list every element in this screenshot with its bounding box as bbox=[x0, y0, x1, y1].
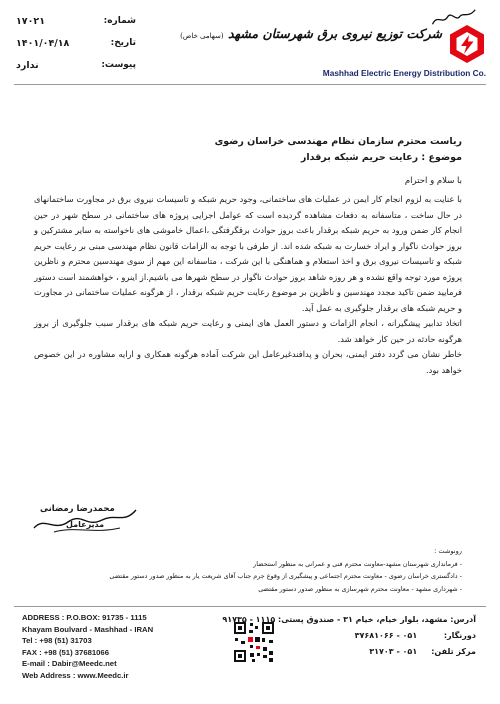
company-logo bbox=[180, 22, 486, 82]
letter-date-label: تاریخ: bbox=[110, 38, 136, 48]
letter-addressee: ریاست محترم سازمان نظام مهندسی خراسان رضوی bbox=[214, 136, 462, 147]
copies-list bbox=[34, 546, 462, 596]
letter-date: ۱۴۰۱/۰۴/۱۸ bbox=[16, 37, 70, 49]
footer-address-line1: ADDRESS : P.O.BOX: 91735 - 1115 bbox=[22, 613, 147, 622]
copy-item: - شهرداری مشهد - معاونت محترم شهرسازی به منظور صدور دستور مقتضی bbox=[258, 584, 462, 593]
signatory-name: محمدرضا رمضانی bbox=[40, 504, 115, 514]
body-paragraph-2: اتخاذ تدابیر پیشگیرانه ، انجام الزامات و دستور العمل های ایمنی و رعایت حریم شبکه های برقدار سبب جلوگیری از بروز هرگونه حادثه در حین کار خواهد شد. bbox=[34, 318, 462, 344]
copy-item: - دادگستری خراسان رضوی - معاونت محترم اجتماعی و پیشگیری از وقوع جرم جناب آقای شریعت یار به منظور صدور دستور مقتضی bbox=[109, 572, 462, 580]
signature-block bbox=[24, 498, 144, 538]
meta-date-row bbox=[16, 32, 136, 54]
meta-number-row bbox=[16, 10, 136, 32]
footer-fa-address: آدرس: مشهد، بلوار خیام، خیام ۳۱ - صندوق پستی: ۱۱۱۵ - ۹۱۷۳۵ bbox=[222, 615, 476, 624]
copies-heading: رونوشت : bbox=[434, 547, 462, 555]
footer-fax: FAX : +98 (51) 37681066 bbox=[22, 647, 109, 657]
company-type-note: (سهامی خاص) bbox=[180, 32, 224, 40]
company-name-en: Mashhad Electric Energy Distribution Co. bbox=[322, 68, 486, 78]
footer-web[interactable]: Web Address : www.Meedc.ir bbox=[22, 670, 129, 680]
footer-divider bbox=[14, 606, 486, 607]
header-divider bbox=[14, 84, 486, 85]
letter-subject: موضوع : رعایت حریم شبکه برقدار bbox=[300, 152, 462, 163]
footer-fa-fax-value: ۰۵۱ - ۳۷۶۸۱۰۶۶ bbox=[354, 631, 418, 640]
letter-number-label: شماره: bbox=[103, 16, 136, 26]
letter-attachment-label: پیوست: bbox=[101, 60, 136, 70]
letter-body bbox=[34, 192, 462, 378]
meta-attachment-row bbox=[16, 54, 136, 76]
company-name-fa-text: شرکت توزیع نیروی برق شهرستان مشهد bbox=[227, 26, 442, 41]
signatory-title: مدیرعامل bbox=[66, 520, 105, 529]
meedc-logo-icon bbox=[448, 24, 486, 64]
body-paragraph-1: با عنایت به لزوم انجام کار ایمن در عملیات های ساختمانی، وجود حریم شبکه و تاسیسات نیروی برق در مجاورت ساختمانهای در حال ساخت ، متاسفانه به دفعات مشاهده گردیده است که عوامل اجرایی پروژه های ساختمانی در سطح شهر در حین انجام کار ضمن ورود به حریم شبکه برقدار باعث بروز حوادث برقگرفتگی ،اعمال خاموشی های ناخواسته به سایر مشترکین و بروز حوادث ناگوار و ایراد خسارت به شبکه شده اند. از طرفی با توجه به الزامات قانون نظام مهندسی مبنی بر رعایت حریم شبکه و تاسیسات نیروی برق و اخذ استعلام و هماهنگی با این شرکت ، متاسفانه این مهم از سوی مهندسین محترم و ناظرین پروژه مورد توجه واقع نشده و هر روزه شاهد بروز حوادث ناگوار در سطح شهرها می باشیم.از اینرو ، خواهشمند است دستور فرمایید ضمن تاکید مجدد مهندسین و ناظرین بر موضوع رعایت حریم شبکه برقدار ، از هرگونه عملیات ساختمانی در مجاورت و حریم شبکه های برقدار جلوگیری به عمل آید. bbox=[34, 194, 462, 313]
footer-fa-tel-row bbox=[222, 644, 476, 660]
company-name-fa bbox=[180, 26, 442, 41]
footer-fa-tel-label: مرکز تلفن: bbox=[431, 647, 476, 656]
footer-address-line2: Khayam Boulvard - Mashhad - IRAN bbox=[22, 624, 154, 634]
body-paragraph-3: خاطر نشان می گردد دفتر ایمنی، بحران و پدافندغیرعامل این شرکت آماده هرگونه همکاری و ارایه مشاوره در این خصوص خواهد بود. bbox=[34, 349, 462, 375]
footer-tel: Tel : +98 (51) 31703 bbox=[22, 636, 92, 645]
letter-number: ۱۷۰۲۱ bbox=[16, 15, 45, 27]
footer-fa-fax-row bbox=[222, 628, 476, 644]
footer-fa-fax-label: دورنگار: bbox=[443, 631, 476, 640]
footer-email[interactable]: E-mail : Dabir@Meedc.net bbox=[22, 659, 117, 668]
footer-contact-fa bbox=[222, 612, 476, 660]
letter-attachment: ندارد bbox=[16, 59, 39, 71]
footer-contact-en bbox=[22, 612, 153, 681]
letter-meta bbox=[16, 10, 136, 76]
letter-greeting: با سلام و احترام bbox=[404, 176, 462, 186]
copy-item: - فرمانداری شهرستان مشهد-معاونت محترم فنی و عمرانی به منظور استحضار bbox=[253, 559, 462, 568]
footer-fa-tel-value: ۰۵۱ - ۳۱۷۰۳ bbox=[369, 647, 418, 656]
